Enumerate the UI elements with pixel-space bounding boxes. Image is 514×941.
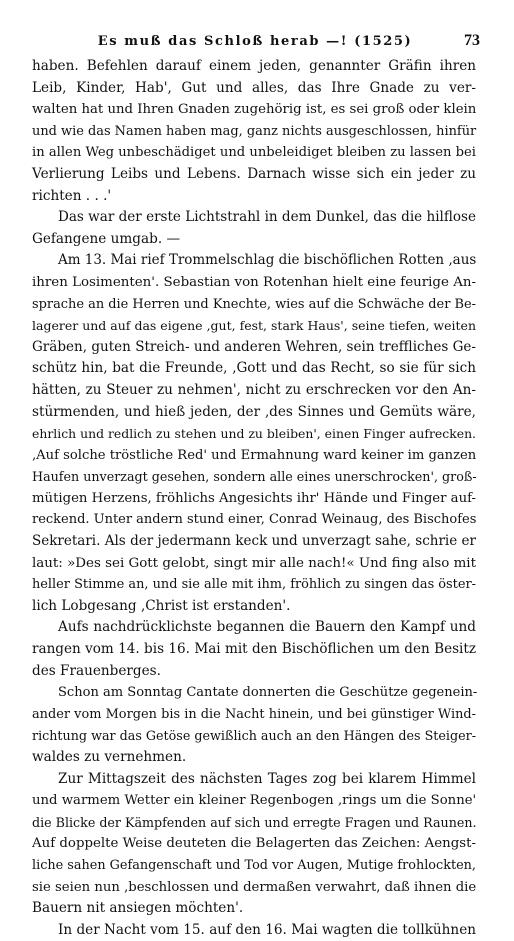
text-line: heller Stimme an, und sie alle mit ihm, fröhlich zu singen das öster- — [32, 577, 476, 593]
text-line: mütigen Herzens, fröhlichs Angesichts ihr' Hände und Finger auf- — [32, 490, 476, 506]
text-line: Auf doppelte Weise deuteten die Belagerten das Zeichen: Aengst- — [32, 836, 476, 852]
text-line: lich Lobgesang ‚Christ ist erstanden'. — [32, 597, 291, 614]
text-line: In der Nacht vom 15. auf den 16. Mai wagten die tollkühnen — [58, 921, 476, 938]
text-line: walten hat und Ihren Gnaden zugehörig ist, es sei groß oder klein — [32, 102, 477, 118]
text-line: lagerer und auf das eigene ‚gut, fest, stark Haus', seine tiefen, weiten — [32, 318, 476, 334]
text-line: liche sahen Gefangenschaft und Tod vor Augen, Mutige frohlockten, — [32, 857, 477, 873]
text-line: stürmenden, und hieß jeden, der ‚des Sinnes und Gemüts wäre, — [32, 403, 476, 420]
text-line: in allen Weg unbeschädiget und unbeleidiget bleiben zu lassen bei — [32, 145, 476, 161]
text-line: Schon am Sonntag Cantate donnerten die Geschütze gegenein- — [58, 685, 478, 701]
text-line: haben. Befehlen darauf einem jeden, genannter Gräfin ihren — [32, 58, 476, 74]
text-line: ‚Auf solche tröstliche Red' und Ermahnung ward keiner im ganzen — [32, 447, 477, 463]
text-line: ehrlich und redlich zu stehen und zu bleiben', einen Finger aufrecken. — [32, 426, 476, 442]
text-line: Das war der erste Lichtstrahl in dem Dunkel, das die hilflose — [58, 209, 476, 226]
text-line: Aufs nachdrücklichste begannen die Bauern den Kampf und — [58, 619, 476, 636]
text-line: Bauern nit ansiegen möchten'. — [32, 900, 244, 917]
text-line: sie seien nun ‚beschlossen und dermaßen verwahrt, daß ihnen die — [32, 879, 477, 895]
text-line: Zur Mittagszeit des nächsten Tages zog bei klarem Himmel — [58, 770, 476, 787]
text-line: ander vom Morgen bis in die Nacht hinein, und bei günstiger Wind- — [32, 706, 476, 722]
text-line: hätten, zu Steuer zu nehmen', nicht zu erschrecken vor den An- — [32, 381, 476, 398]
text-line: des Frauenberges. — [32, 662, 161, 679]
text-line: Leib, Kinder, Hab', Gut und alles, das Ihre Gnade zu ver- — [32, 79, 476, 96]
text-line: Gräben, guten Streich- und anderen Wehren, sein treffliches Ge- — [32, 338, 476, 355]
text-line: rangen vom 14. bis 16. Mai mit den Bischöflichen um den Besitz — [32, 641, 476, 658]
page-header — [30, 34, 480, 54]
text-line: Sekretari. Als der jedermann keck und unverzagt sahe, schrie er — [32, 533, 476, 550]
text-line: richten . . .' — [32, 187, 112, 204]
text-line: Haufen unverzagt gesehen, sondern alle eines unerschrocken', groß- — [32, 469, 477, 485]
text-line: Verlierung Leibs und Lebens. Darnach wisse sich ein jeder zu — [32, 165, 476, 182]
text-line: Gefangene umgab. — — [32, 230, 181, 247]
text-line: richtung war das Getöse gewißlich auch an den Hängen des Steiger- — [32, 728, 476, 744]
text-line: laut: »Des sei Gott gelobt, singt mir alle nach!« Und fing also mit — [32, 555, 476, 571]
running-title: Es muß das Schloß herab —! (1525) — [97, 34, 413, 49]
text-line: reckend. Unter andern stund einer, Conrad Weinaug, des Bischofes — [32, 512, 477, 528]
text-line: waldes zu vernehmen. — [32, 749, 187, 765]
text-line: schütz hin, bat die Freunde, ‚Gott und das Recht, so sie für sich — [32, 360, 476, 377]
text-line: und wie das Namen haben mag, ganz nichts ausgeschlossen, hinfür — [32, 123, 477, 139]
text-line: Am 13. Mai rief Trommelschlag die bischöflichen Rotten ‚aus — [58, 252, 477, 269]
text-line: ihren Losimenten'. Sebastian von Rotenhan hielt eine feurige An- — [32, 274, 476, 290]
body-text — [32, 56, 476, 941]
text-line: die Blicke der Kämpfenden auf sich und erregte Fragen und Raunen. — [32, 814, 477, 830]
text-line: und warmem Wetter ein kleiner Regenbogen ‚rings um die Sonne' — [32, 793, 477, 809]
page-number: 73 — [464, 32, 480, 49]
text-line: sprache an die Herren und Knechte, wies auf die Schwäche der Be- — [32, 296, 476, 312]
